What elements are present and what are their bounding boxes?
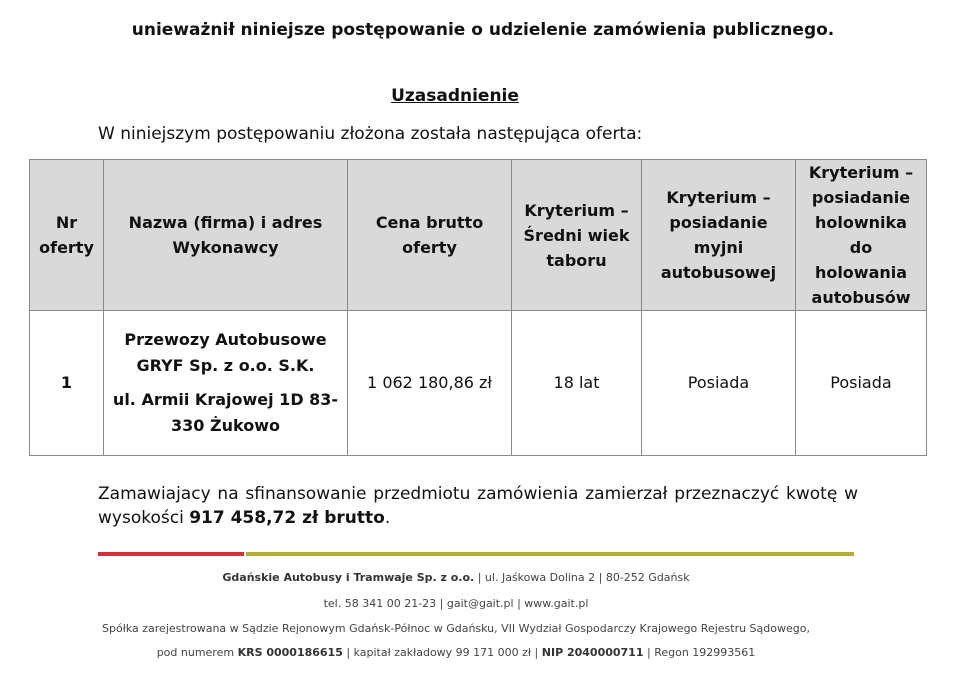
cell-bus-wash: Posiada	[642, 311, 796, 456]
cell-tow-truck: Posiada	[796, 311, 927, 456]
budget-paragraph	[98, 482, 858, 530]
footer-capital: | kapitał zakładowy 99 171 000 zł |	[346, 646, 539, 659]
cell-offer-number: 1	[30, 311, 104, 456]
cancellation-statement: unieważnił niniejsze postępowanie o udzielenie zamówienia publicznego.	[131, 20, 835, 40]
budget-amount: 917 458,72 zł brutto	[189, 508, 385, 528]
budget-text-end: .	[384, 508, 391, 528]
intro-paragraph: W niniejszym postępowaniu złożona została następująca oferta:	[98, 124, 643, 144]
cell-gross-price: 1 062 180,86 zł	[348, 311, 512, 456]
footer-registration: Spółka zarejestrowana w Sądzie Rejonowym Gdańsk-Północ w Gdańsku, VII Wydział Gospodarczy Krajowego Rejestru Sądowego,	[102, 622, 810, 635]
contractor-address: ul. Armii Krajowej 1D 83-330 Żukowo	[112, 390, 339, 435]
header-contractor: Nazwa (firma) i adres Wykonawcy	[104, 160, 348, 311]
footer-address: | ul. Jaśkowa Dolina 2 | 80-252 Gdańsk	[477, 571, 690, 584]
footer-krs: KRS 0000186615	[237, 646, 343, 659]
footer-ids-line	[0, 646, 912, 659]
header-tow-truck: Kryterium – posiadanie holownika do holowania autobusów	[796, 160, 927, 311]
footer-divider-olive	[246, 552, 854, 556]
header-fleet-age: Kryterium – Średni wiek taboru	[512, 160, 642, 311]
offers-table	[29, 159, 927, 456]
budget-text: Zamawiajacy na sfinansowanie przedmiotu zamówienia zamierzał przeznaczyć kwotę w wysokości	[98, 484, 858, 528]
table-header-row	[30, 160, 927, 311]
footer-divider-red	[98, 552, 244, 556]
table-row	[30, 311, 927, 456]
header-gross-price: Cena brutto oferty	[348, 160, 512, 311]
footer-krs-prefix: pod numerem	[156, 646, 235, 659]
footer-contact: tel. 58 341 00 21-23 | gait@gait.pl | www.gait.pl	[323, 597, 589, 610]
footer-nip: NIP 2040000711	[541, 646, 644, 659]
header-offer-number: Nr oferty	[30, 160, 104, 311]
footer-regon: | Regon 192993561	[647, 646, 756, 659]
contractor-name: Przewozy Autobusowe GRYF Sp. z o.o. S.K.	[124, 330, 327, 375]
header-bus-wash: Kryterium – posiadanie myjni autobusowej	[642, 160, 796, 311]
footer-company-line	[0, 571, 912, 584]
cell-contractor	[104, 311, 348, 456]
cell-fleet-age: 18 lat	[512, 311, 642, 456]
section-heading: Uzasadnienie	[391, 86, 519, 106]
footer-company: Gdańskie Autobusy i Tramwaje Sp. z o.o.	[222, 571, 475, 584]
